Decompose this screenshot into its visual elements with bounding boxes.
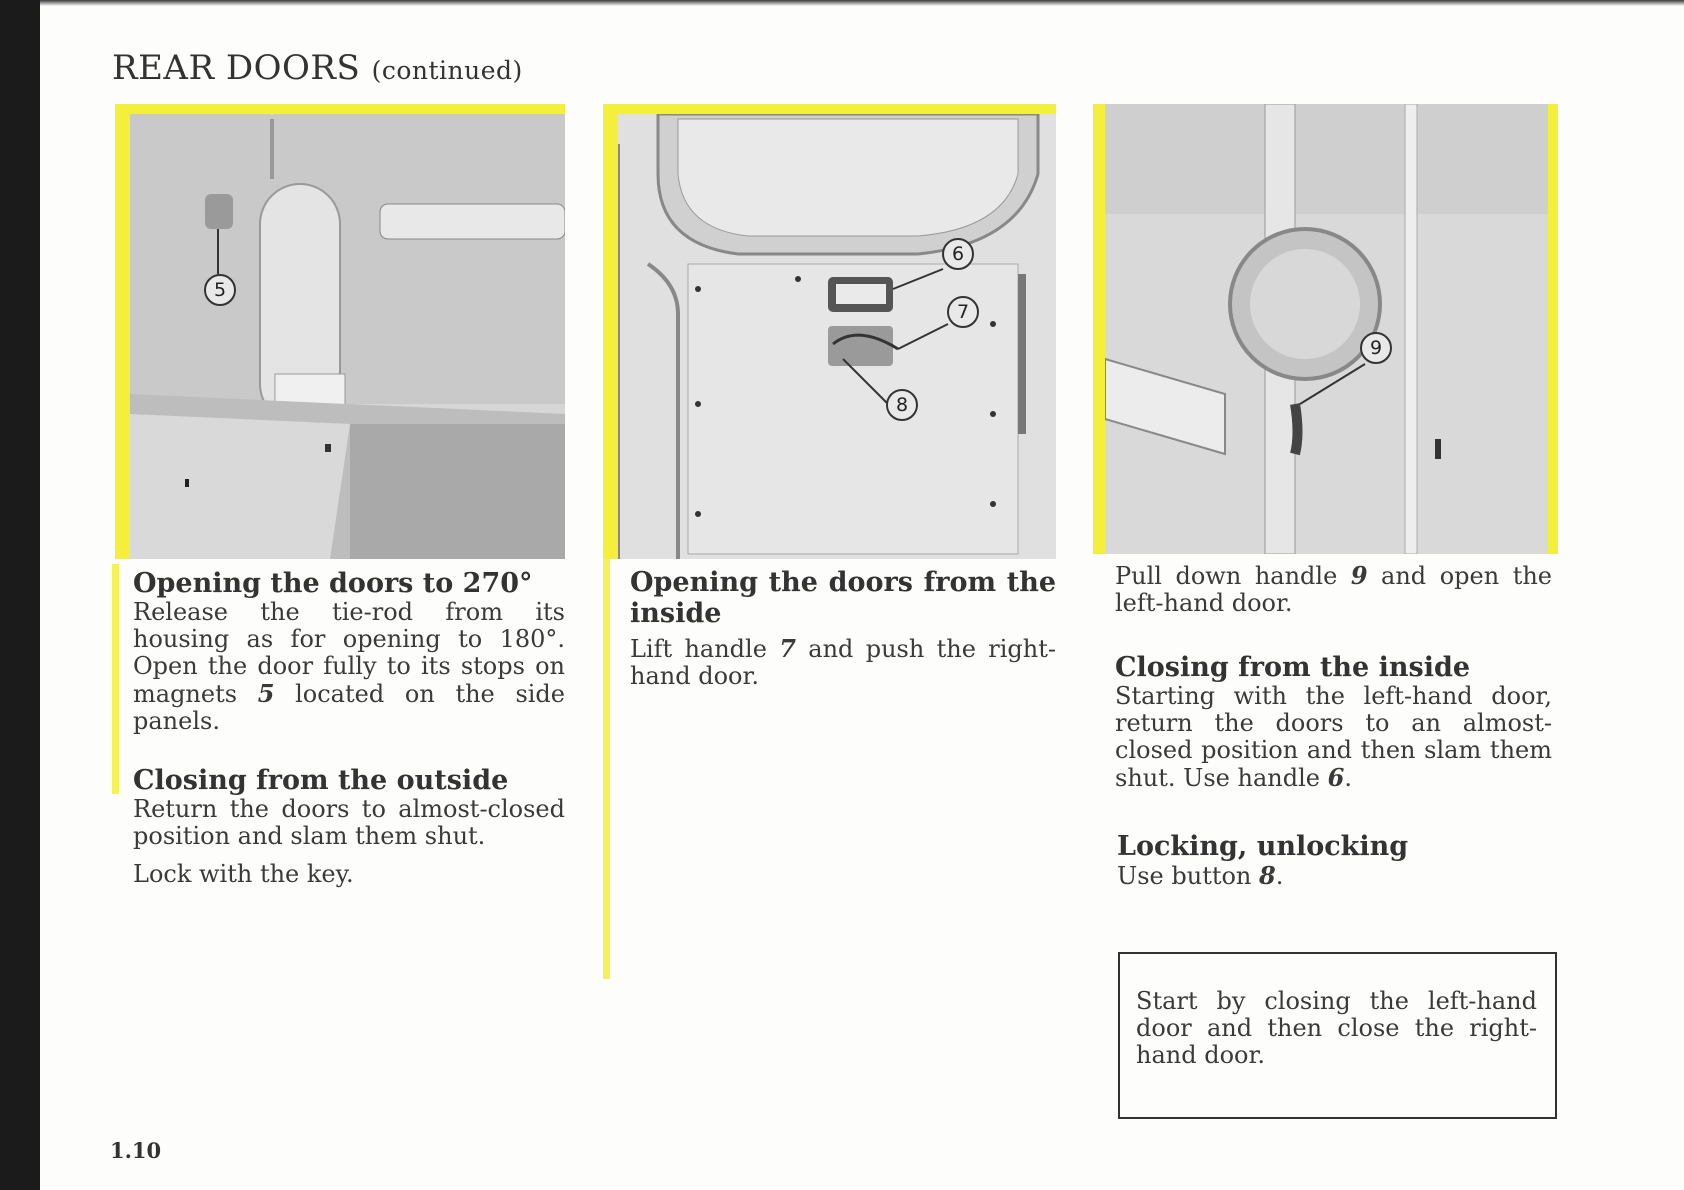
- callout-9: 9: [1360, 332, 1392, 364]
- para-text: Starting with the left-hand door, return the doors to an almost-closed position and then slam them shut. Use handle: [1115, 682, 1552, 792]
- para-text: located on the side panels.: [133, 680, 565, 735]
- ref-number: 6: [1327, 763, 1345, 792]
- heading-closing-inside: Closing from the inside: [1115, 652, 1471, 683]
- para-text: and open the left-hand door.: [1115, 562, 1552, 617]
- section-pull-handle: [1115, 562, 1552, 617]
- page-binding-edge: [0, 0, 40, 1190]
- para-text: Use button: [1117, 862, 1260, 890]
- column-opening-inside: [603, 104, 1056, 690]
- section-closing-inside: [1115, 652, 1552, 792]
- ref-number: 5: [257, 679, 275, 708]
- heading-closing-outside: Closing from the outside: [133, 765, 509, 796]
- page-number: 1.10: [110, 1138, 162, 1163]
- ref-number: 8: [1259, 861, 1276, 890]
- para-opening-270: [133, 599, 565, 735]
- para-closing-inside: [1115, 683, 1552, 792]
- photo-frame-door-270: [115, 104, 565, 559]
- section-opening-inside: [630, 567, 1056, 690]
- para-text: and push the right-hand door.: [630, 635, 1056, 690]
- page-title-main: REAR DOORS: [112, 48, 361, 88]
- ref-number: 9: [1350, 561, 1368, 590]
- callout-7: 7: [947, 296, 979, 328]
- para-text: .: [1344, 764, 1352, 792]
- accent-bar: [112, 564, 119, 794]
- callout-5: 5: [204, 274, 236, 306]
- para-lock-key: Lock with the key.: [133, 860, 354, 888]
- ref-number: 7: [779, 634, 796, 663]
- para-locking: [1117, 862, 1552, 890]
- callout-8: 8: [886, 389, 918, 421]
- left-door-illustration: [1105, 104, 1548, 554]
- para-opening-inside: [630, 635, 1056, 690]
- photo-frame-inner-door: [603, 104, 1056, 559]
- column-opening-270: [115, 104, 565, 888]
- heading-opening-inside: Opening the doors from the inside: [630, 567, 1056, 629]
- section-closing-outside: [133, 765, 565, 888]
- photo-inner-door-panel: [618, 114, 1056, 559]
- photo-frame-left-door: [1093, 104, 1558, 554]
- photo-left-door-handle: [1105, 104, 1548, 554]
- page-title: [112, 48, 523, 88]
- para-text: Lift handle: [630, 635, 780, 663]
- page-top-edge: [40, 0, 1684, 6]
- para-closing-outside: Return the doors to almost-closed position and slam them shut.: [133, 795, 565, 850]
- column-left-door: [1093, 104, 1558, 1069]
- photo-door-magnet: [130, 114, 565, 559]
- heading-locking: Locking, unlocking: [1117, 831, 1409, 862]
- heading-opening-270: Opening the doors to 270°: [133, 568, 533, 599]
- para-text: Release the tie-rod from its housing as for opening to 180°. Open the door fully to its stops on magnets: [133, 598, 565, 708]
- para-text: Pull down handle: [1115, 562, 1351, 590]
- section-opening-270: [133, 568, 565, 735]
- door-magnet-illustration: [130, 114, 565, 559]
- note-box: [1118, 952, 1557, 1119]
- section-locking: [1117, 831, 1552, 890]
- note-text: Start by closing the left-hand door and then close the right-hand door.: [1136, 987, 1537, 1069]
- accent-bar: [603, 559, 610, 979]
- para-pull-handle: [1115, 562, 1552, 617]
- inner-door-illustration: [618, 114, 1056, 559]
- callout-6: 6: [942, 238, 974, 270]
- page-title-suffix: (continued): [371, 56, 523, 85]
- para-text: .: [1275, 862, 1284, 890]
